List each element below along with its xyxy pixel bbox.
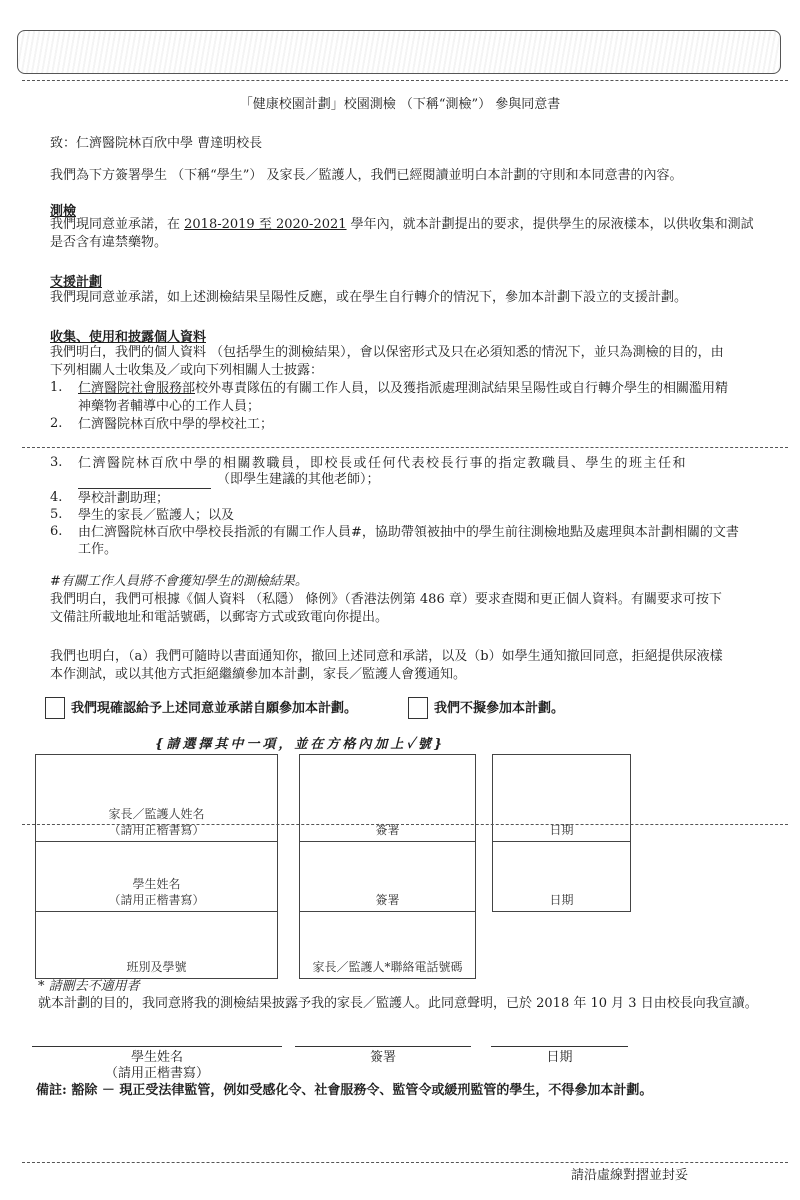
list-item-number: 3. <box>50 455 63 470</box>
class-number-field[interactable] <box>36 912 277 978</box>
personal-data-line1: 我們明白，我們的個人資料 （包括學生的測檢結果），會以保密形式及只在必須知悉的情況下，並只為測檢的目的，由 <box>50 345 724 360</box>
student-name-field[interactable] <box>36 842 277 912</box>
list-item-underlined: 仁濟醫院社會服務部 <box>78 381 196 396</box>
list-item: 仁濟醫院林百欣中學的相關教職員，即校長或任何代表校長行事的指定教職員、學生的班主任和 <box>78 456 688 471</box>
selection-instruction: {請選擇其中一項，並在方格內加上✓號} <box>155 737 446 752</box>
student-name-hint: （請用正楷書寫） <box>108 893 205 907</box>
blank-line-teacher[interactable] <box>78 488 211 489</box>
student-signature-line[interactable] <box>295 1046 471 1047</box>
student-date-line[interactable] <box>491 1046 628 1047</box>
list-item: 仁濟醫院林百欣中學的學校社工； <box>78 417 274 432</box>
parent-name-hint: （請用正楷書寫） <box>108 823 205 837</box>
date-box <box>492 754 631 912</box>
delete-note: * 請刪去不適用者 <box>38 979 140 994</box>
student-signature-field[interactable] <box>300 842 475 912</box>
testing-paragraph-line2: 是否含有違禁藥物。 <box>50 235 168 250</box>
signature-label: 簽署 <box>375 893 400 907</box>
list-item-cont: （即學生建議的其他老師）； <box>217 472 380 487</box>
addressee: 致：仁濟醫院林百欣中學 曹達明校長 <box>50 136 263 151</box>
access-rights-line2: 文備註所載地址和電話號碼，以郵寄方式或致電向你提出。 <box>50 610 389 625</box>
remark: 備註: 豁除 － 現正受法律監管，例如受感化令、社會服務令、監管令或緩刑監管的學生，不得參加本計劃。 <box>36 1083 653 1098</box>
list-item <box>78 380 728 398</box>
fold-line-middle <box>22 447 788 448</box>
access-rights-line1: 我們明白，我們可根據《個人資料 （私隱） 條例》（香港法例第 486 章）要求查閱和更正個人資料。有關要求可按下 <box>50 592 722 607</box>
withdrawal-line2: 本作測試，或以其他方式拒絕繼續參加本計劃，家長／監護人會獲通知。 <box>50 667 467 682</box>
personal-data-line2: 下列相關人士收集及／或向下列相關人士披露： <box>50 363 324 378</box>
list-item-cont: 神藥物者輔導中心的工作人員； <box>78 399 261 414</box>
fold-instruction: 請沿虛線對摺並封妥 <box>571 1168 689 1183</box>
list-item-number: 4. <box>50 490 63 505</box>
student-name-caption: 學生姓名 <box>130 1050 183 1065</box>
decline-checkbox[interactable] <box>408 697 428 719</box>
section-heading-testing: 測檢 <box>50 204 77 219</box>
signature-box <box>299 754 476 979</box>
date-label: 日期 <box>549 893 574 907</box>
signature-label: 簽署 <box>375 823 400 837</box>
agree-label: 我們現確認給予上述同意並承諾自願參加本計劃。 <box>71 701 358 716</box>
fold-line-lower <box>22 824 788 825</box>
fold-line-bottom <box>22 1162 788 1163</box>
student-name-line[interactable] <box>32 1046 282 1047</box>
footnote: #有關工作人員將不會獲知學生的測檢結果。 <box>50 574 308 589</box>
testing-text: 我們現同意並承諾，在 <box>50 217 185 232</box>
page-title: 「健康校園計劃」校園測檢 （下稱“測檢”） 參與同意書 <box>239 97 561 112</box>
list-item: 學生的家長／監護人；以及 <box>78 508 235 523</box>
student-signature-caption: 簽署 <box>369 1050 396 1065</box>
testing-paragraph <box>50 216 754 234</box>
testing-text-cont: 學年內，就本計劃提出的要求，提供學生的尿液樣本，以供收集和測試 <box>346 217 754 232</box>
list-item-cont: 工作。 <box>78 542 118 557</box>
student-date-caption: 日期 <box>546 1050 573 1065</box>
list-item-number: 1. <box>50 380 63 395</box>
student-date-field[interactable] <box>493 842 630 911</box>
name-box <box>35 754 278 979</box>
student-name-hint: （請用正楷書寫） <box>104 1066 209 1081</box>
parent-signature-field[interactable] <box>300 755 475 842</box>
testing-period: 2018-2019 至 2020-2021 <box>184 217 347 232</box>
date-label: 日期 <box>549 823 574 837</box>
section-heading-personal-data: 收集、使用和披露個人資料 <box>50 330 207 345</box>
parent-name-field[interactable] <box>36 755 277 842</box>
support-paragraph: 我們現同意並承諾，如上述測檢結果呈陽性反應，或在學生自行轉介的情況下，參加本計劃下設立的支援計劃。 <box>50 290 688 305</box>
list-item: 由仁濟醫院林百欣中學校長指派的有關工作人員#，協助帶領被抽中的學生前往測檢地點及處理與本計劃相關的文書 <box>78 525 739 540</box>
class-number-label: 班別及學號 <box>126 960 187 974</box>
contact-phone-field[interactable] <box>300 912 475 978</box>
address-window-box <box>17 30 781 74</box>
contact-phone-label: 家長／監護人*聯絡電話號碼 <box>312 960 463 974</box>
list-item: 學校計劃助理； <box>78 491 170 506</box>
list-item-number: 5. <box>50 507 63 522</box>
student-name-label: 學生姓名 <box>132 877 181 891</box>
section-heading-support: 支援計劃 <box>50 275 103 290</box>
parent-date-field[interactable] <box>493 755 630 842</box>
fold-line-top <box>22 80 788 81</box>
list-item-number: 6. <box>50 524 63 539</box>
withdrawal-line1: 我們也明白，（a）我們可隨時以書面通知你，撤回上述同意和承諾，以及（b）如學生通知撤回同意，拒絕提供尿液樣 <box>50 649 723 664</box>
list-item-number: 2. <box>50 416 63 431</box>
agree-checkbox[interactable] <box>45 697 65 719</box>
student-consent-statement: 就本計劃的目的，我同意將我的測檢結果披露予我的家長／監護人。此同意聲明，已於 2018 年 10 月 3 日由校長向我宣讀。 <box>38 996 758 1011</box>
parent-name-label: 家長／監護人姓名 <box>108 807 205 821</box>
decline-label: 我們不擬參加本計劃。 <box>434 701 565 716</box>
list-item-text: 校外專責隊伍的有關工作人員，以及獲指派處理測試結果呈陽性或自行轉介學生的相關濫用精 <box>195 381 729 396</box>
intro-paragraph: 我們為下方簽署學生 （下稱“學生”） 及家長／監護人，我們已經閱讀並明白本計劃的守則和本同意書的內容。 <box>50 168 683 183</box>
